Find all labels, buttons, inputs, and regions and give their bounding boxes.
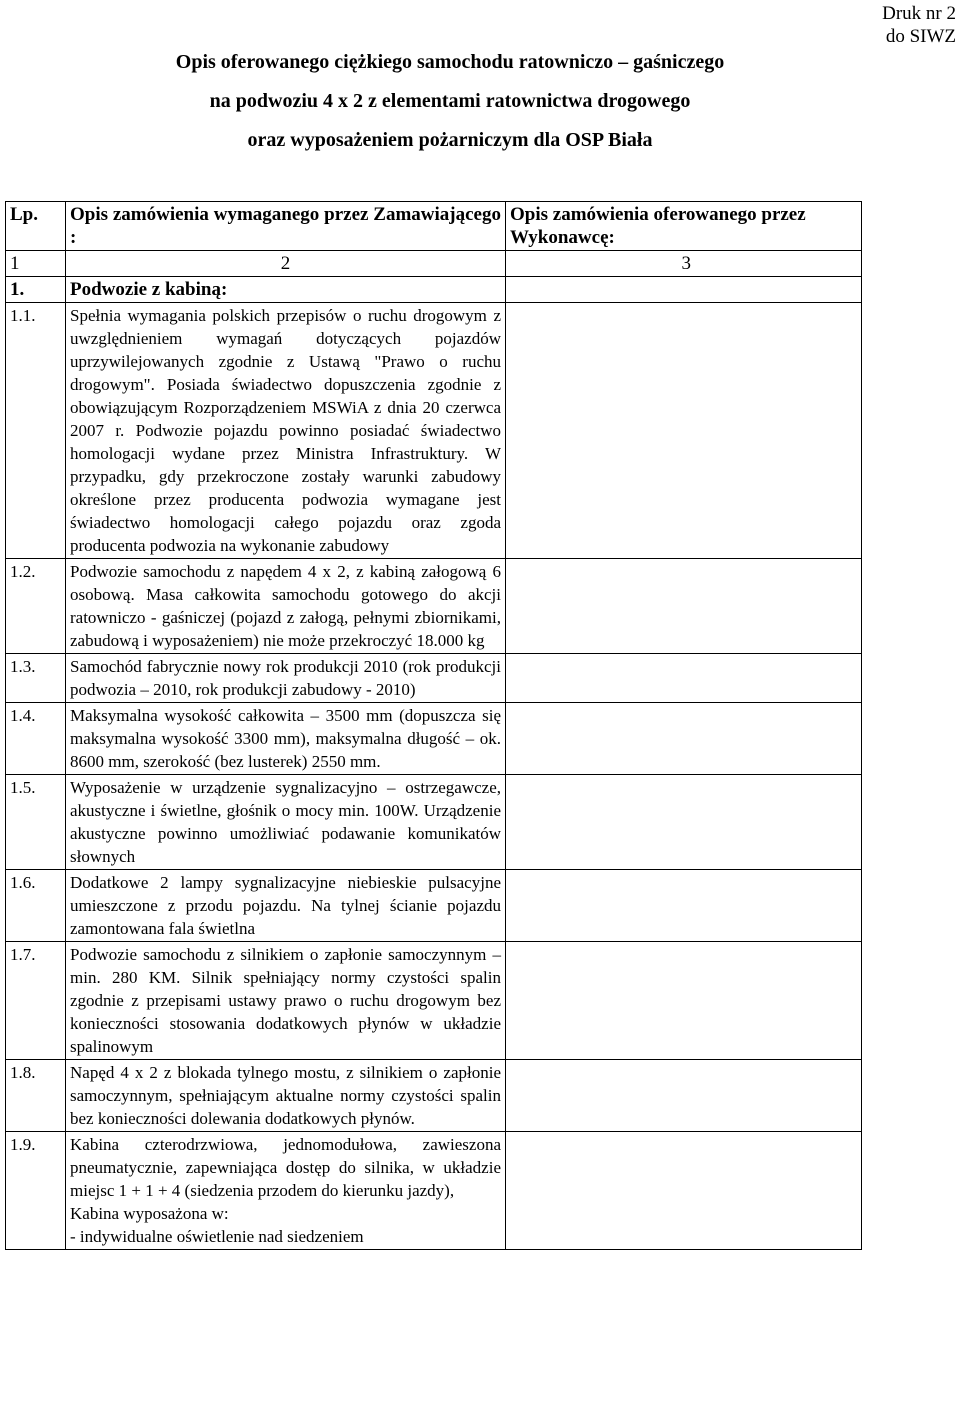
document-reference-line2: do SIWZ	[885, 26, 956, 47]
row-number: 1.5.	[6, 775, 66, 870]
table-row	[6, 703, 862, 775]
row-offered-cell[interactable]	[506, 654, 862, 703]
column-number-3: 3	[506, 251, 862, 277]
header-offered: Opis zamówienia oferowanego przez Wykonawcę:	[506, 202, 862, 251]
row-requirement: Dodatkowe 2 lampy sygnalizacyjne niebieskie pulsacyjne umieszczone z przodu pojazdu. Na tylnej ścianie pojazdu zamontowana fala świetlna	[66, 870, 506, 942]
document-title	[0, 50, 960, 167]
column-number-1: 1	[6, 251, 66, 277]
row-number: 1.7.	[6, 942, 66, 1060]
row-requirement: Kabina czterodrzwiowa, jednomodułowa, zawieszona pneumatycznie, zapewniająca dostęp do silnika, w układzie miejsc 1 + 1 + 4 (siedzenia przodem do kierunku jazdy),	[70, 1135, 501, 1200]
title-line-2: na podwoziu 4 x 2 z elementami ratownictwa drogowego	[209, 90, 691, 112]
section-title: Podwozie z kabiną:	[66, 277, 506, 303]
row-offered-cell[interactable]	[506, 775, 862, 870]
row-requirement: Spełnia wymagania polskich przepisów o ruchu drogowym z uwzględnieniem wymagań dotyczących pojazdów uprzywilejowanych zgodnie z Ustawą "Prawo o ruchu drogowym". Posiada świadectwo dopuszczenia zgodnie z obowiązującym Rozporządzeniem MSWiA z dnia 20 czerwca 2007 r. Podwozie pojazdu powinno posiadać świadectwo homologacji wydane przez Ministra Infrastruktury. W przypadku, gdy przekroczone zostały warunki zabudowy określone przez producenta podwozia wymagane jest świadectwo homologacji całego pojazdu oraz zgoda producenta podwozia na wykonanie zabudowy	[66, 303, 506, 559]
row-requirement: Wyposażenie w urządzenie sygnalizacyjno – ostrzegawcze, akustyczne i świetlne, głośnik o mocy min. 100W. Urządzenie akustyczne powinno umożliwiać podawanie komunikatów słownych	[66, 775, 506, 870]
row-number: 1.1.	[6, 303, 66, 559]
column-number-2: 2	[66, 251, 506, 277]
row-offered-cell[interactable]	[506, 1060, 862, 1132]
table-row	[6, 1060, 862, 1132]
row-offered-cell[interactable]	[506, 559, 862, 654]
table-row	[6, 303, 862, 559]
row-offered-cell[interactable]	[506, 1132, 862, 1250]
table-row	[6, 870, 862, 942]
column-number-row	[6, 251, 862, 277]
row-requirement-cell	[66, 1132, 506, 1250]
row-requirement: Podwozie samochodu z silnikiem o zapłonie samoczynnym – min. 280 KM. Silnik spełniający normy czystości spalin zgodnie z przepisami ustawy prawo o ruchu drogowym bez konieczności stosowania dodatkowych płynów w układzie spalinowym	[66, 942, 506, 1060]
document-reference-line1: Druk nr 2	[882, 3, 956, 24]
row-number: 1.8.	[6, 1060, 66, 1132]
section-number: 1.	[6, 277, 66, 303]
table-header-row	[6, 202, 862, 251]
specification-table	[5, 201, 862, 1250]
row-number: 1.3.	[6, 654, 66, 703]
title-line-3: oraz wyposażeniem pożarniczym dla OSP Biała	[247, 129, 653, 151]
header-required: Opis zamówienia wymaganego przez Zamawiającego :	[66, 202, 506, 251]
row-number: 1.2.	[6, 559, 66, 654]
table-row	[6, 559, 862, 654]
row-offered-cell[interactable]	[506, 703, 862, 775]
row-number: 1.6.	[6, 870, 66, 942]
row-number: 1.9.	[6, 1132, 66, 1250]
row-requirement-equipment-item: - indywidualne oświetlenie nad siedzeniem	[70, 1227, 364, 1246]
row-offered-cell[interactable]	[506, 870, 862, 942]
row-requirement: Maksymalna wysokość całkowita – 3500 mm (dopuszcza się maksymalna wysokość 3300 mm), maksymalna długość – ok. 8600 mm, szerokość (bez lusterek) 2550 mm.	[66, 703, 506, 775]
row-offered-cell[interactable]	[506, 942, 862, 1060]
row-requirement-equipment-heading: Kabina wyposażona w:	[70, 1204, 229, 1223]
table-row	[6, 775, 862, 870]
table-row	[6, 654, 862, 703]
section-offered-cell[interactable]	[506, 277, 862, 303]
header-lp: Lp.	[6, 202, 66, 251]
row-requirement: Podwozie samochodu z napędem 4 x 2, z kabiną załogową 6 osobową. Masa całkowita samochodu gotowego do akcji ratowniczo - gaśniczej (pojazd z załogą, pełnymi zbiornikami, zabudową i wyposażeniem) nie może przekroczyć 18.000 kg	[66, 559, 506, 654]
table-row	[6, 1132, 862, 1250]
row-offered-cell[interactable]	[506, 303, 862, 559]
row-requirement: Samochód fabrycznie nowy rok produkcji 2010 (rok produkcji podwozia – 2010, rok produkcji zabudowy - 2010)	[66, 654, 506, 703]
row-requirement: Napęd 4 x 2 z blokada tylnego mostu, z silnikiem o zapłonie samoczynnym, spełniającym aktualne normy czystości spalin bez konieczności dolewania dodatkowych płynów.	[66, 1060, 506, 1132]
row-number: 1.4.	[6, 703, 66, 775]
document-reference	[882, 2, 956, 48]
table-row	[6, 942, 862, 1060]
title-line-1: Opis oferowanego ciężkiego samochodu ratowniczo – gaśniczego	[175, 51, 725, 73]
section-row	[6, 277, 862, 303]
